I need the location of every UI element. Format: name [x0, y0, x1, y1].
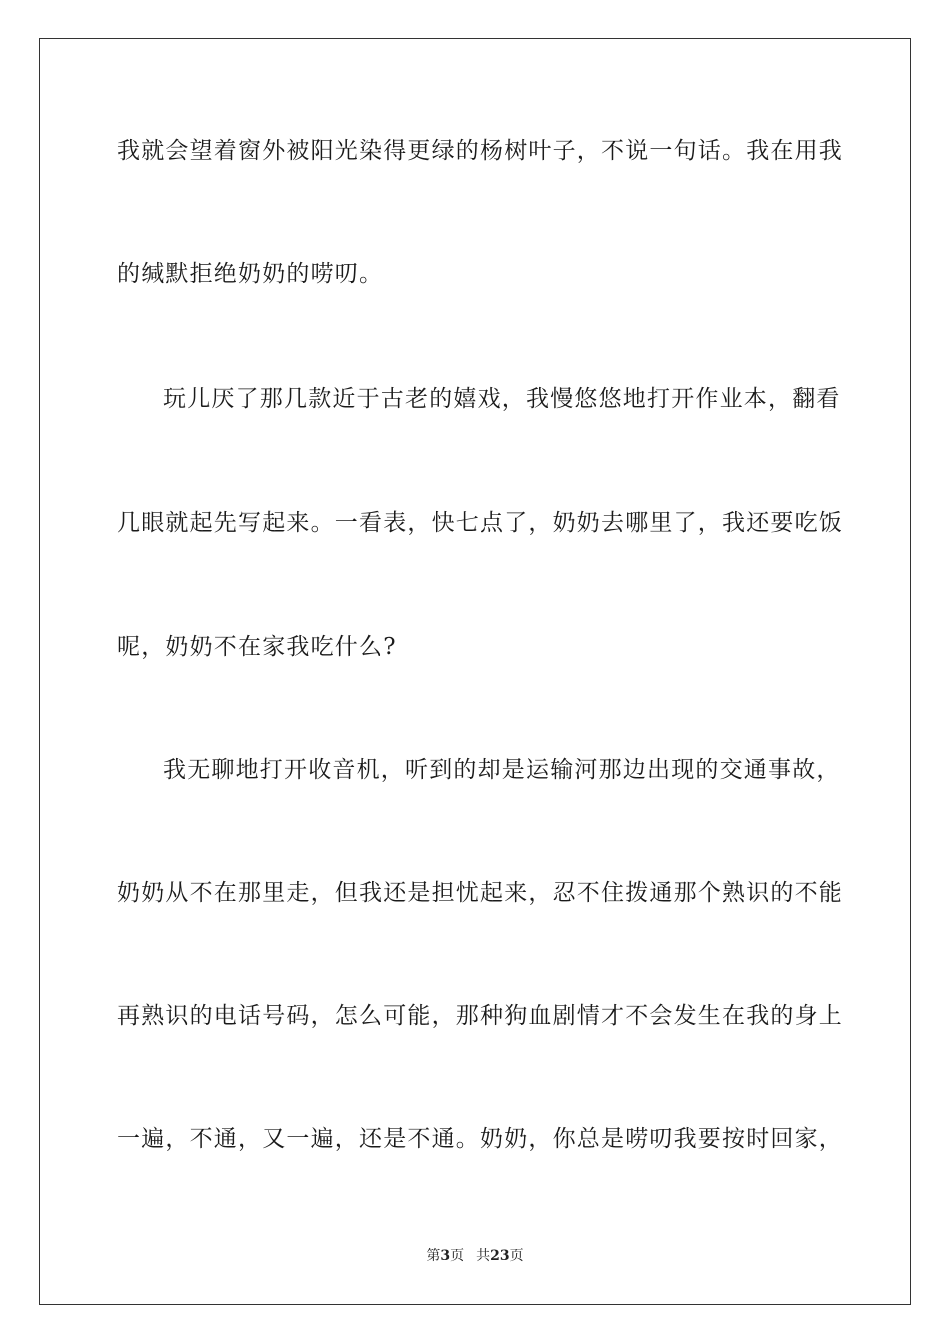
- page-number: 3: [440, 1248, 451, 1264]
- text-line-7: 奶奶从不在那里走，但我还是担忧起来，忍不住拨通那个熟识的不能: [117, 880, 843, 906]
- text-line-3: 玩儿厌了那几款近于古老的嬉戏，我慢悠悠地打开作业本，翻看: [163, 386, 841, 412]
- text-line-5: 呢，奶奶不在家我吃什么?: [117, 634, 397, 660]
- text-line-9: 一遍，不通，又一遍，还是不通。奶奶，你总是唠叨我要按时回家，: [117, 1126, 843, 1152]
- total-prefix: 共: [476, 1248, 491, 1264]
- text-line-6: 我无聊地打开收音机，听到的却是运输河那边出现的交通事故，: [163, 757, 841, 783]
- text-line-2: 的缄默拒绝奶奶的唠叨。: [117, 261, 384, 287]
- text-line-1: 我就会望着窗外被阳光染得更绿的杨树叶子，不说一句话。我在用我: [117, 138, 843, 164]
- text-line-4: 几眼就起先写起来。一看表，快七点了，奶奶去哪里了，我还要吃饭: [117, 510, 843, 536]
- page-frame: [39, 38, 911, 1305]
- total-pages: 23: [490, 1248, 510, 1264]
- page-footer: [0, 1246, 950, 1266]
- page-suffix: 页: [450, 1248, 465, 1264]
- total-suffix: 页: [509, 1248, 524, 1264]
- page-prefix: 第: [426, 1248, 441, 1264]
- text-line-8: 再熟识的电话号码，怎么可能，那种狗血剧情才不会发生在我的身上: [117, 1003, 843, 1029]
